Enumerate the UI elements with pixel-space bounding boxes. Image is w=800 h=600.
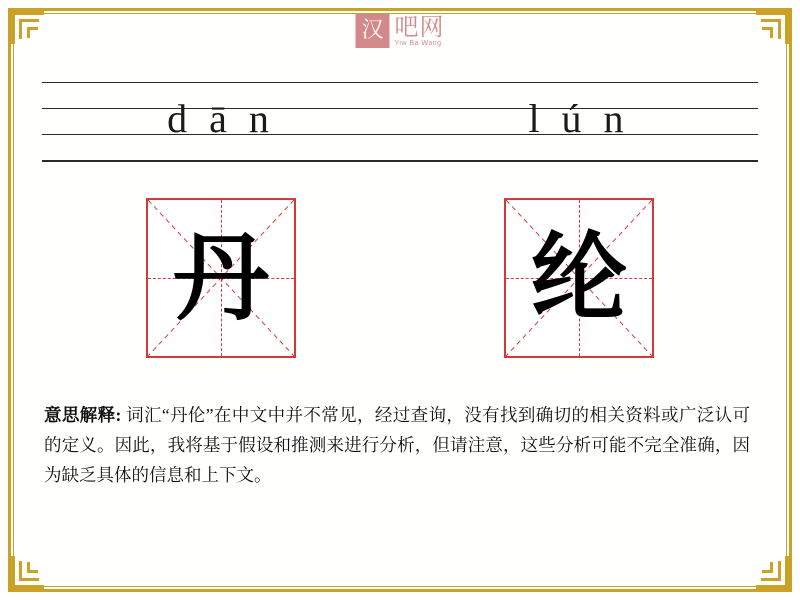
explanation-block	[44, 400, 750, 490]
corner-ornament-top-right	[756, 10, 790, 44]
tianzige-box-2	[504, 198, 654, 358]
pinyin-row	[42, 82, 758, 160]
character-cell-2	[400, 196, 758, 360]
character-glyph-1: 丹	[173, 222, 269, 334]
corner-ornament-bottom-right	[756, 556, 790, 590]
character-glyph-2: 纶	[531, 222, 627, 334]
pinyin-cell-2: l ú n	[528, 95, 630, 141]
logo-text	[394, 12, 445, 48]
logo-sub-text: Yiw Ba Wang	[394, 39, 442, 47]
staff-line-4	[42, 160, 758, 162]
character-row	[42, 196, 758, 360]
explanation-label: 意思解释:	[44, 405, 122, 425]
corner-ornament-bottom-left	[10, 556, 44, 590]
logo-mark-icon: 汉	[356, 14, 390, 48]
tianzige-box-1	[146, 198, 296, 358]
site-watermark-logo	[356, 14, 445, 48]
corner-ornament-top-left	[10, 10, 44, 44]
explanation-text: 词汇“丹伦”在中文中并不常见，经过查询，没有找到确切的相关资料或广泛认可的定义。因此，我将基于假设和推测来进行分析，但请注意，这些分析可能不完全准确，因为缺乏具体的信息和上下文。	[44, 405, 750, 485]
pinyin-cell-1: d ā n	[167, 95, 275, 141]
character-cell-1	[42, 196, 400, 360]
logo-main-text: 吧网	[394, 12, 445, 41]
